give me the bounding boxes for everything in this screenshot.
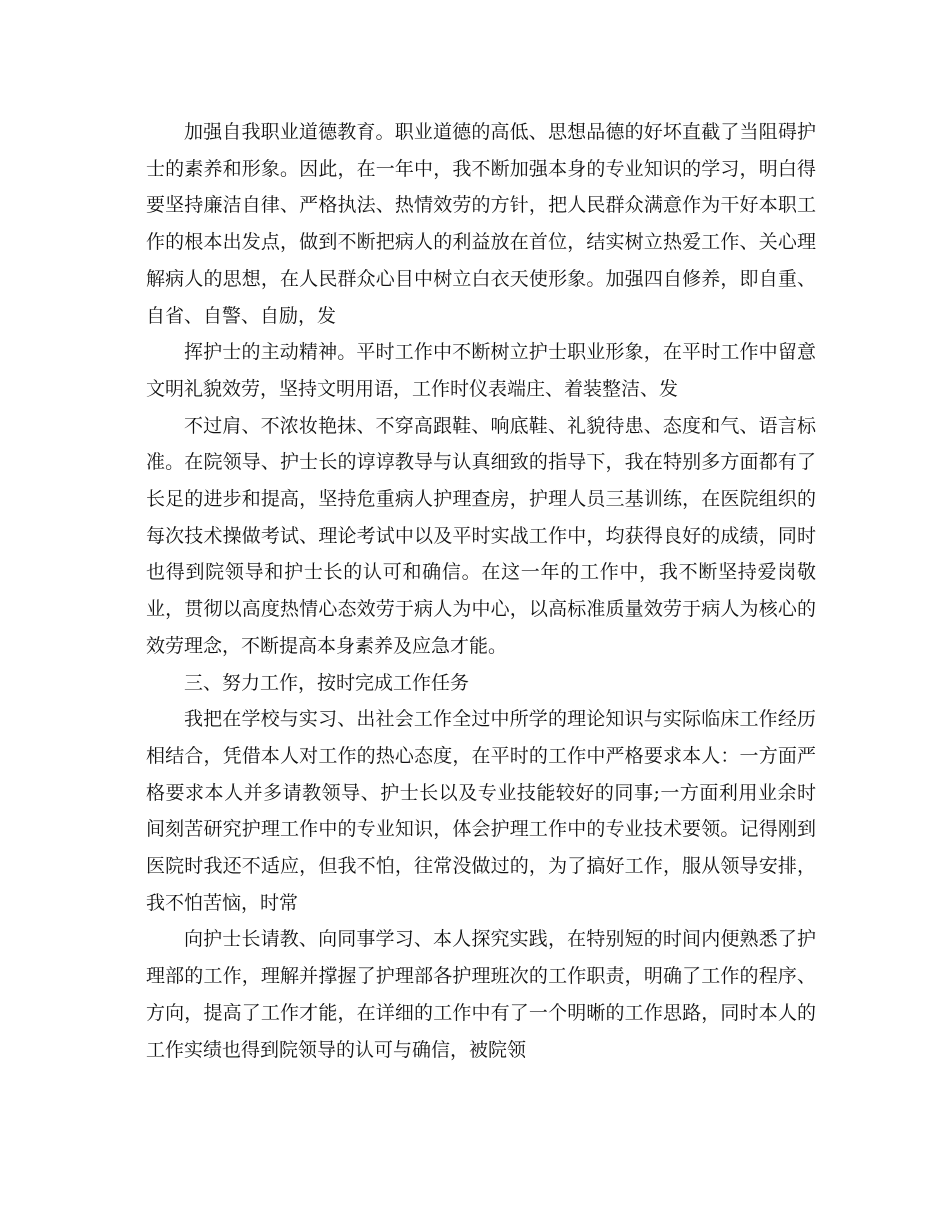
paragraph-theory-practice: 我把在学校与实习、出社会工作全过中所学的理论知识与实际临床工作经历相结合，凭借本人对工作的热心态度，在平时的工作中严格要求本人：一方面严格要求本人并多请教领导、护士长以及专业技能较好的同事;一方面利用业余时间刻苦研究护理工作中的专业知识，体会护理工作中的专业技术要领。记得刚到医院时我还不适应，但我不怕，往常没做过的，为了搞好工作，服从领导安排，我不怕苦恼，时常: [146, 708, 816, 914]
document-body: [146, 114, 816, 1068]
section-heading-work-tasks: 三、努力工作，按时完成工作任务: [184, 671, 470, 694]
paragraph-learning-results: 向护士长请教、向同事学习、本人探究实践，在特别短的时间内便熟悉了护理部的工作，理解并撑握了护理部各护理班次的工作职责，明确了工作的程序、方向，提高了工作才能，在详细的工作中有了一个明晰的工作思路，同时本人的工作实绩也得到院领导的认可与确信，被院领: [146, 928, 816, 1061]
paragraph-progress: 不过肩、不浓妆艳抹、不穿高跟鞋、响底鞋、礼貌待患、态度和气、语言标准。在院领导、护士长的谆谆教导与认真细致的指导下，我在特别多方面都有了长足的进步和提高，坚持危重病人护理查房，护理人员三基训练，在医院组织的每次技术操做考试、理论考试中以及平时实战工作中，均获得良好的成绩，同时也得到院领导和护士长的认可和确信。在这一年的工作中，我不断坚持爱岗敬业，贯彻以高度热情心态效劳于病人为中心，以高标准质量效劳于病人为核心的效劳理念，不断提高本身素养及应急才能。: [146, 414, 816, 657]
paragraph-nurse-image: 挥护士的主动精神。平时工作中不断树立护士职业形象，在平时工作中留意文明礼貌效劳，坚持文明用语，工作时仪表端庄、着装整洁、发: [146, 341, 816, 400]
paragraph-ethics-education: 加强自我职业道德教育。职业道德的高低、思想品德的好坏直截了当阻碍护士的素养和形象。因此，在一年中，我不断加强本身的专业知识的学习，明白得要坚持廉洁自律、严格执法、热情效劳的方针，把人民群众满意作为干好本职工作的根本出发点，做到不断把病人的利益放在首位，结实树立热爱工作、关心理解病人的思想，在人民群众心目中树立白衣天使形象。加强四自修养，即自重、自省、自警、自励，发: [146, 121, 816, 327]
